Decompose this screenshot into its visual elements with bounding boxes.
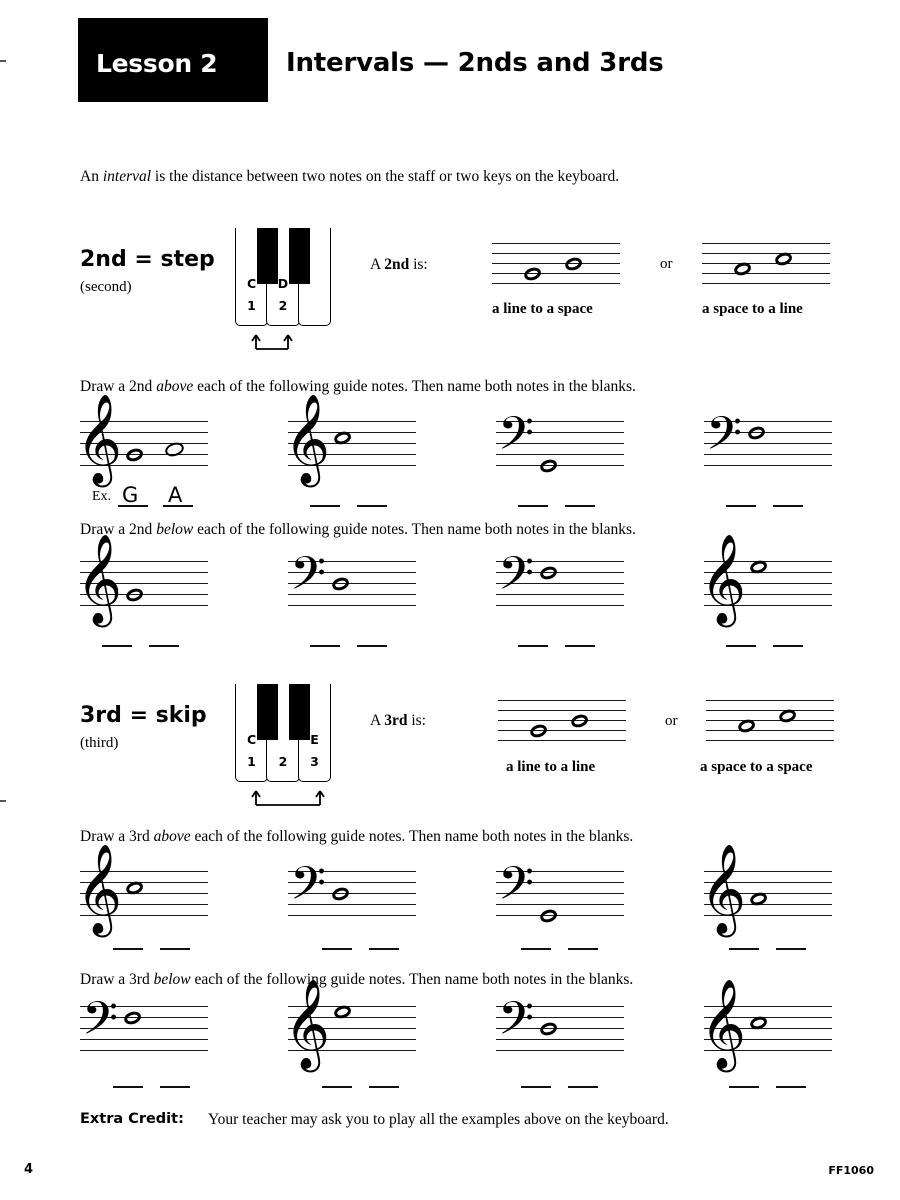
edge-tick <box>0 800 6 802</box>
bass-clef-icon: 𝄢 <box>498 992 535 1057</box>
a-is-interval: 2nd <box>384 256 410 273</box>
treble-clef-icon: 𝄞 <box>284 394 331 484</box>
answer-blank[interactable] <box>160 948 190 950</box>
instruction-italic: below <box>153 971 191 988</box>
answer-blank[interactable] <box>113 1086 143 1088</box>
example-staff-space-to-line <box>702 243 830 284</box>
keyboard-diagram-second <box>235 228 331 326</box>
answer-blank[interactable] <box>322 948 352 950</box>
answer-blank[interactable] <box>773 645 803 647</box>
instruction-italic: below <box>156 521 194 538</box>
black-key <box>257 228 278 284</box>
intro-paragraph <box>80 168 619 186</box>
or-label-third: or <box>665 713 678 729</box>
example-staff-line-to-space <box>492 243 620 284</box>
answer-blank[interactable] <box>729 948 759 950</box>
keyboard-arrows-third <box>250 781 340 807</box>
exercise-staff[interactable] <box>288 547 416 612</box>
instruction-before: Draw a 2nd <box>80 378 157 395</box>
treble-clef-icon: 𝄞 <box>700 844 747 934</box>
key-finger-number: 1 <box>247 754 256 769</box>
answer-blank[interactable] <box>568 948 598 950</box>
exercise-staff[interactable] <box>700 534 832 624</box>
instruction-before: Draw a 3rd <box>80 828 154 845</box>
treble-clef-icon: 𝄞 <box>284 979 331 1069</box>
instruction-third-below <box>80 971 633 989</box>
answer-blank[interactable] <box>102 645 132 647</box>
intro-before: An <box>80 168 103 185</box>
key-letter: C <box>246 732 257 747</box>
instruction-after: each of the following guide notes. Then name both notes in the blanks. <box>190 828 634 845</box>
black-key <box>289 228 310 284</box>
black-key <box>289 684 310 740</box>
section-title-third: 3rd = skip <box>80 703 207 728</box>
answer-blank[interactable] <box>149 645 179 647</box>
section-subtitle-second: (second) <box>80 279 132 295</box>
exercise-staff[interactable] <box>700 979 832 1069</box>
bass-clef-icon: 𝄢 <box>498 547 535 612</box>
a-second-is-label <box>370 256 428 274</box>
exercise-staff[interactable] <box>496 547 624 612</box>
catalog-number: FF1060 <box>828 1164 874 1177</box>
a-is-interval: 3rd <box>384 712 408 729</box>
answer-blank[interactable] <box>310 505 340 507</box>
instruction-after: each of the following guide notes. Then name both notes in the blanks. <box>193 378 636 395</box>
intro-after: is the distance between two notes on the staff or two keys on the keyboard. <box>151 168 620 185</box>
bass-clef-icon: 𝄢 <box>498 407 535 472</box>
answer-blank[interactable] <box>160 1086 190 1088</box>
exercise-staff[interactable] <box>284 979 416 1069</box>
exercise-staff[interactable] <box>76 394 208 484</box>
key-finger-number: 2 <box>278 754 288 769</box>
section-title-second: 2nd = step <box>80 247 215 272</box>
bass-clef-icon: 𝄢 <box>82 992 119 1057</box>
instruction-before: Draw a 3rd <box>80 971 154 988</box>
answer-letter[interactable]: G <box>122 483 139 507</box>
page-title: Intervals — 2nds and 3rds <box>286 48 664 78</box>
answer-blank[interactable] <box>521 1086 551 1088</box>
treble-clef-icon: 𝄞 <box>700 534 747 624</box>
answer-blank[interactable] <box>369 1086 399 1088</box>
answer-blank[interactable] <box>773 505 803 507</box>
key-letter: D <box>277 276 289 291</box>
answer-blank[interactable] <box>565 505 595 507</box>
key-finger-number: 3 <box>310 754 319 769</box>
answer-blank[interactable] <box>518 505 548 507</box>
caption-line-to-line: a line to a line <box>506 759 596 775</box>
answer-blank[interactable] <box>113 948 143 950</box>
instruction-third-above <box>80 828 633 846</box>
answer-blank[interactable] <box>568 1086 598 1088</box>
intro-italic-term: interval <box>102 168 152 185</box>
key-finger-number: 2 <box>278 298 288 313</box>
a-is-suffix: is: <box>409 256 428 273</box>
caption-space-to-line: a space to a line <box>702 301 803 317</box>
treble-clef-icon: 𝄞 <box>76 394 123 484</box>
exercise-staff[interactable] <box>76 534 208 624</box>
keyboard-arrows-second <box>250 325 320 351</box>
exercise-staff[interactable] <box>288 857 416 922</box>
answer-blank[interactable] <box>521 948 551 950</box>
bass-clef-icon: 𝄢 <box>706 407 743 472</box>
example-staff-space-to-space <box>706 700 834 741</box>
bass-clef-icon: 𝄢 <box>498 857 535 922</box>
exercise-staff[interactable] <box>80 992 208 1057</box>
page-number: 4 <box>24 1162 34 1177</box>
section-subtitle-third: (third) <box>80 735 119 751</box>
exercise-staff[interactable] <box>284 394 416 484</box>
caption-line-to-space: a line to a space <box>492 301 593 317</box>
instruction-after: each of the following guide notes. Then name both notes in the blanks. <box>190 971 634 988</box>
extra-credit-label: Extra Credit: <box>80 1111 184 1127</box>
keyboard-diagram-third <box>235 684 331 782</box>
instruction-second-below <box>80 521 636 539</box>
instruction-italic: above <box>156 378 194 395</box>
caption-space-to-space: a space to a space <box>700 759 813 775</box>
example-staff-line-to-line <box>498 700 626 741</box>
answer-blank[interactable] <box>369 948 399 950</box>
exercise-staff[interactable] <box>496 857 624 922</box>
bass-clef-icon: 𝄢 <box>290 547 327 612</box>
answer-blank[interactable] <box>357 645 387 647</box>
key-letter: E <box>310 732 319 747</box>
example-label: Ex. <box>92 489 112 504</box>
key-finger-number: 1 <box>247 298 256 313</box>
edge-tick <box>0 60 6 62</box>
exercise-staff[interactable] <box>76 844 208 934</box>
answer-letter[interactable]: A <box>168 483 183 507</box>
a-is-prefix: A <box>370 256 385 273</box>
answer-blank[interactable] <box>776 1086 806 1088</box>
exercise-staff[interactable] <box>496 992 624 1057</box>
black-key <box>257 684 278 740</box>
exercise-staff[interactable] <box>704 407 832 472</box>
instruction-before: Draw a 2nd <box>80 521 157 538</box>
answer-blank[interactable] <box>518 645 548 647</box>
exercise-staff[interactable] <box>496 407 624 472</box>
answer-blank[interactable] <box>322 1086 352 1088</box>
extra-credit-text: Your teacher may ask you to play all the examples above on the keyboard. <box>208 1111 669 1128</box>
key-letter: C <box>246 276 257 291</box>
exercise-staff[interactable] <box>700 844 832 934</box>
answer-blank[interactable] <box>726 645 756 647</box>
answer-blank[interactable] <box>565 645 595 647</box>
answer-blank[interactable] <box>357 505 387 507</box>
answer-blank[interactable] <box>310 645 340 647</box>
or-label-second: or <box>660 256 673 272</box>
instruction-italic: above <box>153 828 191 845</box>
instruction-after: each of the following guide notes. Then name both notes in the blanks. <box>193 521 636 538</box>
a-is-suffix: is: <box>407 712 426 729</box>
lesson-label: Lesson 2 <box>96 49 218 78</box>
a-is-prefix: A <box>370 712 385 729</box>
treble-clef-icon: 𝄞 <box>76 534 123 624</box>
instruction-second-above <box>80 378 636 396</box>
answer-blank[interactable] <box>729 1086 759 1088</box>
answer-blank[interactable] <box>726 505 756 507</box>
answer-blank[interactable] <box>776 948 806 950</box>
a-third-is-label <box>370 712 426 730</box>
treble-clef-icon: 𝄞 <box>700 979 747 1069</box>
treble-clef-icon: 𝄞 <box>76 844 123 934</box>
bass-clef-icon: 𝄢 <box>290 857 327 922</box>
